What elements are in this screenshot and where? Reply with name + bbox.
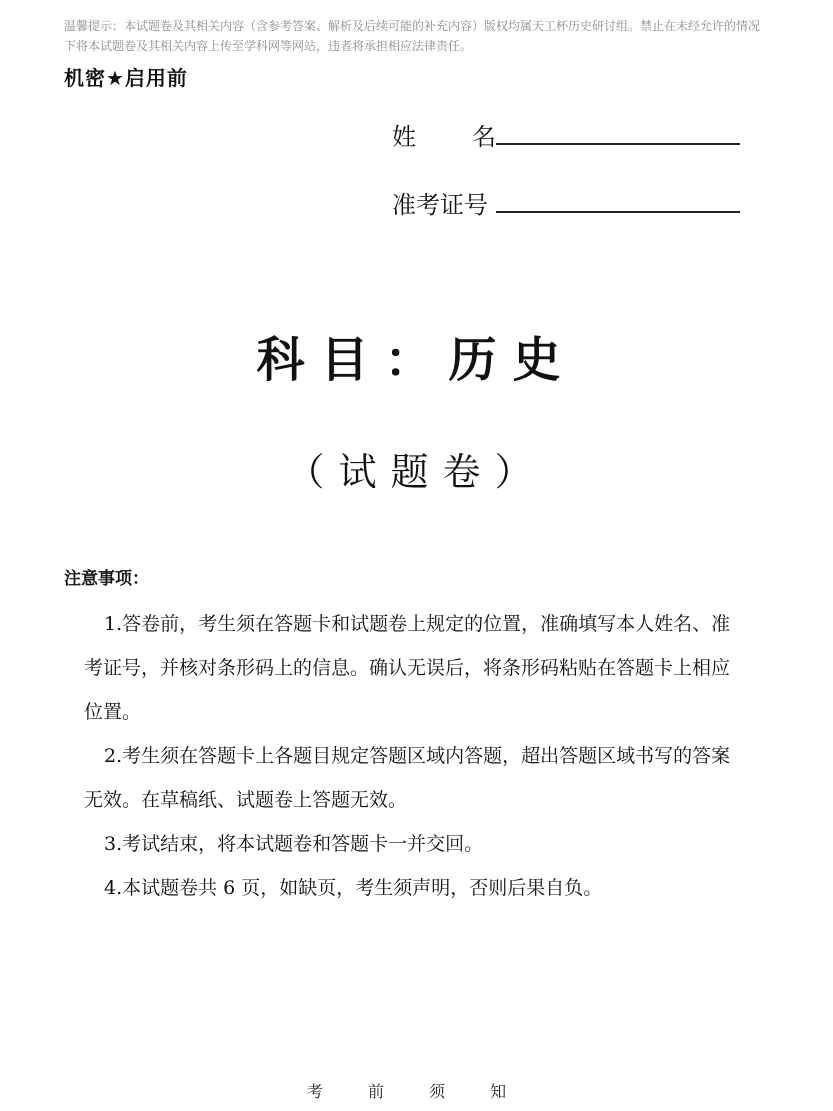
- note-item-3: 3.考试结束，将本试题卷和答题卡一并交回。: [104, 833, 484, 855]
- paper-type-title: （试题卷）: [286, 450, 547, 494]
- copyright-notice: 温馨提示：本试题卷及其相关内容（含参考答案、解析及后续可能的补充内容）版权均属天工杯历史研讨组。禁止在未经允许的情况下将本试题卷及其相关内容上传至学科网等网站，违者将承担相应法律责任。: [64, 19, 761, 53]
- name-label-second: 名: [472, 123, 496, 151]
- footer-heading: 考 前 须 知: [306, 1082, 527, 1101]
- name-label: [392, 122, 496, 152]
- name-label-first: 姓: [392, 123, 416, 151]
- note-item-2: 2.考生须在答题卡上各题目规定答题区域内答题，超出答题区域书写的答案无效。在草稿纸、试题卷上答题无效。: [84, 745, 731, 811]
- name-field[interactable]: [392, 116, 740, 152]
- subject-title: 科目：历史: [256, 332, 577, 388]
- exam-id-label: 准考证号: [392, 191, 488, 219]
- confidential-label: 机密★启用前: [64, 66, 188, 90]
- exam-id-field[interactable]: [392, 184, 740, 220]
- notes-heading: 注意事项：: [64, 569, 149, 589]
- note-item-4: 4.本试题卷共 6 页，如缺页，考生须声明，否则后果自负。: [104, 877, 603, 899]
- note-item-1: 1.答卷前，考生须在答题卡和试题卷上规定的位置，准确填写本人姓名、准考证号，并核对条形码上的信息。确认无误后，将条形码粘贴在答题卡上相应位置。: [84, 613, 731, 723]
- notes-list: [84, 602, 744, 910]
- exam-id-blank-line[interactable]: [496, 211, 740, 213]
- name-blank-line[interactable]: [496, 143, 740, 145]
